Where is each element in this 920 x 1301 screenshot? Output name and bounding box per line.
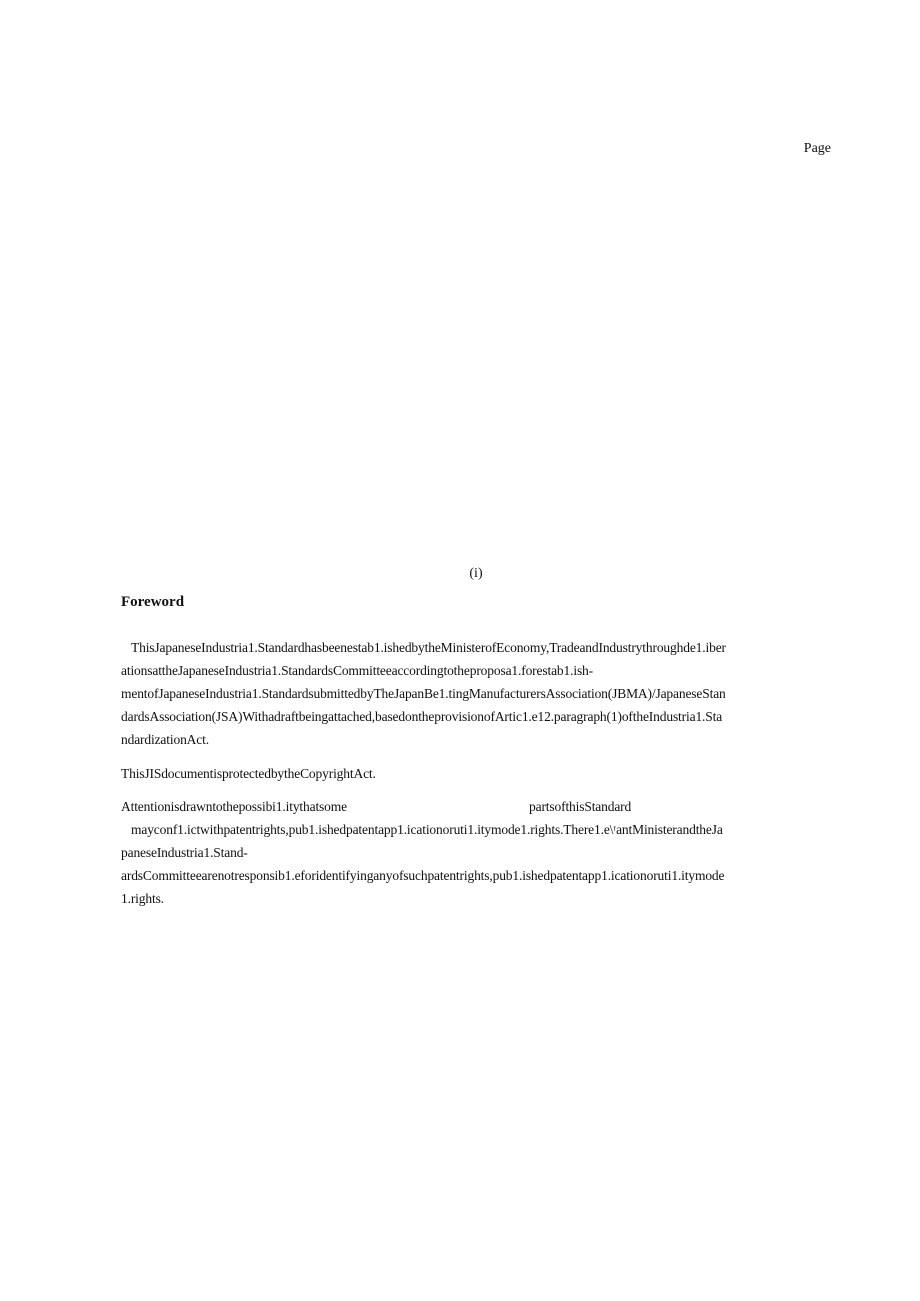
foreword-paragraph-1	[121, 636, 831, 751]
paragraph-line: ThisJISdocumentisprotectedbytheCopyrightAct.	[121, 766, 376, 781]
paragraph-line: ardsCommitteearenotresponsib1.eforidentifyinganyofsuchpatentrights,pub1.ishedpatentapp1.icationoruti1.itymode	[121, 868, 725, 883]
paragraph-line: dardsAssociation(JSA)Withadraftbeingattached,basedontheprovisionofArtic1.e12.paragraph(1)oftheIndustria1.Sta	[121, 709, 723, 724]
paragraph-split-line	[121, 795, 831, 818]
paragraph-line: mayconf1.ictwithpatentrights,pub1.ishedpatentapp1.icationoruti1.itymode1.rights.There1.e\ʳantMinisterandtheJa	[131, 822, 723, 837]
paragraph-line-left: Attentionisdrawntothepossibi1.itythatsome	[121, 799, 347, 814]
foreword-heading: Foreword	[121, 594, 185, 610]
paragraph-line: paneseIndustria1.Stand-	[121, 845, 248, 860]
foreword-paragraph-3	[121, 795, 831, 910]
paragraph-line: ThisJapaneseIndustria1.Standardhasbeenestab1.ishedbytheMinisterofEconomy,TradeandIndustrythroughde1.iber	[131, 640, 726, 655]
page-label: Page	[803, 141, 831, 156]
paragraph-line: 1.rights.	[121, 891, 164, 906]
page-number: (i)	[469, 566, 483, 581]
foreword-paragraph-2	[121, 762, 831, 785]
paragraph-line: mentofJapaneseIndustria1.StandardsubmittedbyTheJapanBe1.tingManufacturersAssociation(JBMA)/JapaneseStan	[121, 686, 726, 701]
paragraph-line: ationsattheJapaneseIndustria1.StandardsCommitteeaccordingtotheproposa1.forestab1.ish-	[121, 663, 593, 678]
paragraph-line-right: partsofthisStandard	[529, 799, 632, 814]
paragraph-line: ndardizationAct.	[121, 732, 209, 747]
